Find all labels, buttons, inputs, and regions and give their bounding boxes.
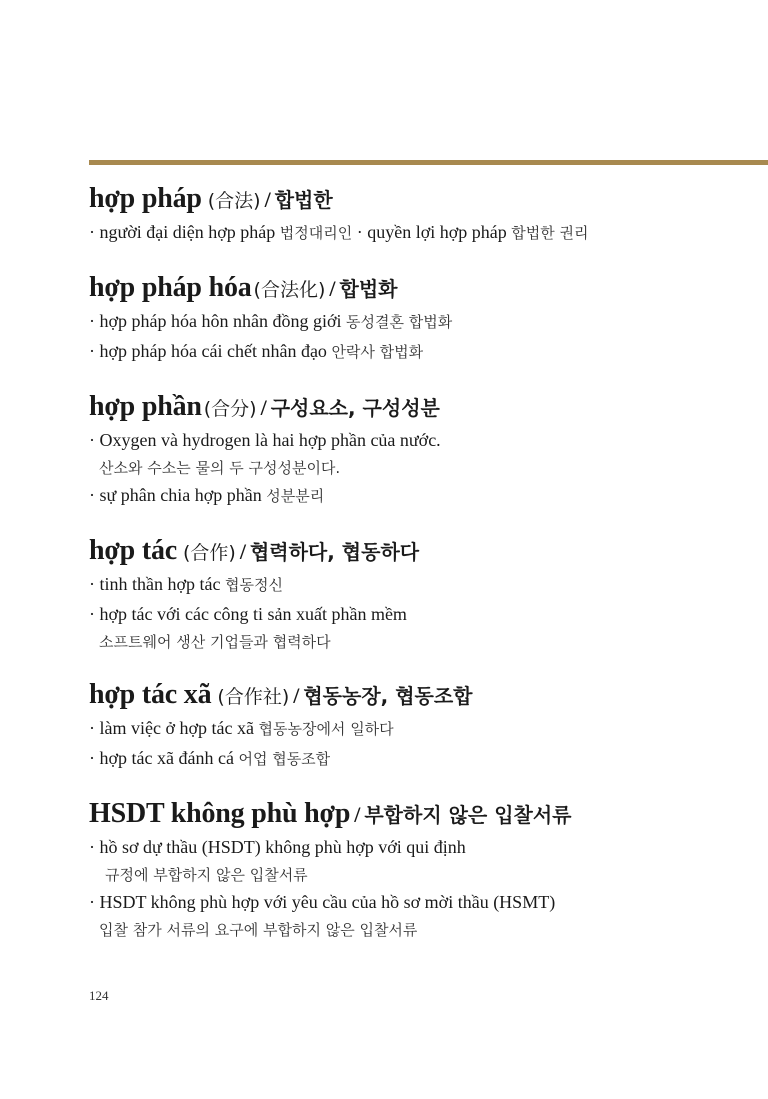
example-vi: · người đại diện hợp pháp xyxy=(89,222,280,242)
slash-separator: / xyxy=(239,539,246,564)
entry-korean: 합법한 xyxy=(274,188,333,212)
example-vi: · hồ sơ dự thầu (HSDT) không phù hợp với qui định xyxy=(89,837,466,857)
entry-hop-tac xyxy=(89,532,749,655)
entry-term: hợp pháp xyxy=(89,183,202,214)
example-line xyxy=(89,744,749,774)
entry-hop-tac-xa xyxy=(89,676,749,774)
example-ko: 어업 협동조합 xyxy=(238,750,331,768)
entry-korean: 합법화 xyxy=(339,277,398,301)
slash-separator: / xyxy=(329,276,336,301)
slash-separator: / xyxy=(293,683,300,708)
example-ko: 법정대리인 xyxy=(279,224,353,242)
example-line xyxy=(89,426,749,455)
entry-hanja: (合法) xyxy=(207,190,261,212)
entry-hanja: (合分) xyxy=(203,398,257,420)
example-line xyxy=(89,888,749,917)
example-vi: · quyền lợi hợp pháp xyxy=(352,222,512,242)
entry-heading xyxy=(89,180,749,218)
example-line xyxy=(89,600,749,629)
entry-hsdt-khong-phu-hop xyxy=(89,795,749,943)
entry-korean: 부합하지 않은 입찰서류 xyxy=(364,803,572,827)
example-translation: 규정에 부합하지 않은 입찰서류 xyxy=(105,866,308,884)
entry-korean: 구성요소, 구성성분 xyxy=(270,396,440,420)
example-translation: 산소와 수소는 물의 두 구성성분이다. xyxy=(99,459,341,477)
entry-term: hợp phần xyxy=(89,391,202,422)
example-vi: · hợp tác với các công ti sản xuất phần mềm xyxy=(89,604,407,624)
example-line xyxy=(89,481,749,511)
example-vi: · tinh thần hợp tác xyxy=(89,574,225,594)
dictionary-entries xyxy=(89,180,749,964)
entry-hanja: (合作) xyxy=(183,542,236,564)
example-line xyxy=(89,714,749,744)
example-ko: 협동농장에서 일하다 xyxy=(258,720,394,738)
example-vi: · hợp tác xã đánh cá xyxy=(89,748,239,768)
example-ko: 협동정신 xyxy=(224,576,283,594)
entry-hop-phan xyxy=(89,388,749,511)
example-ko: 성분분리 xyxy=(266,487,325,505)
example-ko: 동성결혼 합법화 xyxy=(346,313,453,331)
entry-korean: 협력하다, 협동하다 xyxy=(249,540,420,564)
example-vi: · Oxygen và hydrogen là hai hợp phần của nước. xyxy=(89,430,441,450)
entry-term: hợp pháp hóa xyxy=(89,272,252,303)
entry-heading xyxy=(89,269,749,307)
entry-hop-phap-hoa xyxy=(89,269,749,367)
example-vi: · làm việc ở hợp tác xã xyxy=(89,718,259,738)
example-translation: 입찰 참가 서류의 요구에 부합하지 않은 입찰서류 xyxy=(99,921,418,939)
slash-separator: / xyxy=(354,802,361,827)
entry-heading xyxy=(89,795,749,833)
entry-term: HSDT không phù hợp xyxy=(89,798,351,829)
example-line xyxy=(89,337,749,367)
example-translation: 소프트웨어 생산 기업들과 협력하다 xyxy=(99,633,331,651)
entry-heading xyxy=(89,532,749,570)
entry-hop-phap xyxy=(89,180,749,248)
example-line xyxy=(89,570,749,600)
example-vi: · sự phân chia hợp phần xyxy=(89,485,267,505)
entry-hanja: (合法化) xyxy=(253,279,326,301)
entry-term: hợp tác xyxy=(89,535,178,566)
example-vi: · HSDT không phù hợp với yêu cầu của hồ sơ mời thầu (HSMT) xyxy=(89,892,556,912)
slash-separator: / xyxy=(260,395,267,420)
entry-term: hợp tác xã xyxy=(89,679,212,710)
example-vi: · hợp pháp hóa cái chết nhân đạo xyxy=(89,341,332,361)
page-number: 124 xyxy=(89,988,109,1003)
example-ko: 안락사 합법화 xyxy=(331,343,424,361)
example-vi: · hợp pháp hóa hôn nhân đồng giới xyxy=(89,311,347,331)
header-rule xyxy=(89,160,768,165)
entry-korean: 협동농장, 협동조합 xyxy=(303,684,473,708)
entry-hanja: (合作社) xyxy=(217,686,290,708)
example-line xyxy=(89,218,749,248)
entry-heading xyxy=(89,676,749,714)
example-line xyxy=(89,307,749,337)
slash-separator: / xyxy=(264,187,271,212)
example-ko: 합법한 권리 xyxy=(511,224,589,242)
entry-heading xyxy=(89,388,749,426)
example-line xyxy=(89,833,749,862)
